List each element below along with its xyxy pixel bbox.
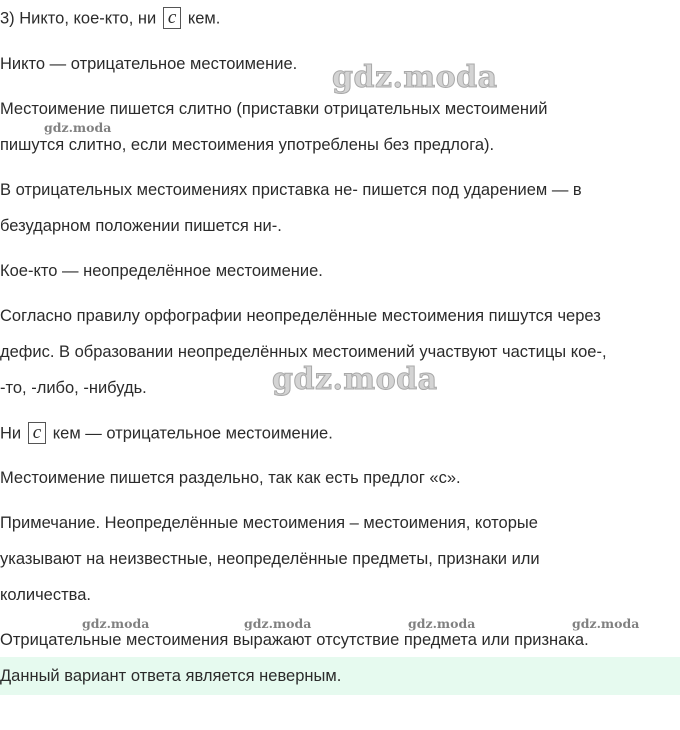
text-line-3: пишутся слитно, если местоимения употреблены без предлога). bbox=[0, 136, 495, 154]
item-prefix: 3) Никто, кое-кто, ни bbox=[0, 9, 157, 28]
boxed-letter: с bbox=[163, 7, 181, 29]
nikem-line bbox=[0, 423, 333, 445]
answer-text: Данный вариант ответа является неверным. bbox=[0, 667, 342, 685]
watermark-small: gdz.moda bbox=[82, 616, 150, 631]
answer-banner bbox=[0, 657, 680, 695]
watermark-small: gdz.moda bbox=[572, 616, 640, 631]
text-line-11: Примечание. Неопределённые местоимения – местоимения, которые bbox=[0, 514, 538, 532]
item-suffix: кем. bbox=[187, 9, 221, 28]
text-line-14: Отрицательные местоимения выражают отсутствие предмета или признака. bbox=[0, 631, 589, 649]
text-line-13: количества. bbox=[0, 586, 91, 604]
watermark-small: gdz.moda bbox=[244, 616, 312, 631]
text-line-1: Никто — отрицательное местоимение. bbox=[0, 55, 298, 73]
watermark-small: gdz.moda bbox=[44, 120, 112, 135]
item-header bbox=[0, 8, 220, 30]
text-line-6: Кое-кто — неопределённое местоимение. bbox=[0, 262, 323, 280]
text-line-2: Местоимение пишется слитно (приставки отрицательных местоимений bbox=[0, 100, 548, 118]
text-line-5: безударном положении пишется ни-. bbox=[0, 217, 282, 235]
text-line-7: Согласно правилу орфографии неопределённые местоимения пишутся через bbox=[0, 307, 601, 325]
watermark-large: gdz.moda bbox=[272, 362, 438, 397]
text-line-9: -то, -либо, -нибудь. bbox=[0, 379, 147, 397]
text-line-10: Местоимение пишется раздельно, так как есть предлог «с». bbox=[0, 469, 461, 487]
watermark-small: gdz.moda bbox=[408, 616, 476, 631]
text-line-8: дефис. В образовании неопределённых местоимений участвуют частицы кое-, bbox=[0, 343, 607, 361]
watermark-large: gdz.moda bbox=[332, 60, 498, 95]
text-line-4: В отрицательных местоимениях приставка не- пишется под ударением — в bbox=[0, 181, 582, 199]
text-line-12: указывают на неизвестные, неопределённые предметы, признаки или bbox=[0, 550, 540, 568]
nikem-suffix: кем — отрицательное местоимение. bbox=[52, 424, 333, 443]
nikem-prefix: Ни bbox=[0, 424, 22, 443]
nikem-boxed-letter: с bbox=[28, 422, 46, 444]
